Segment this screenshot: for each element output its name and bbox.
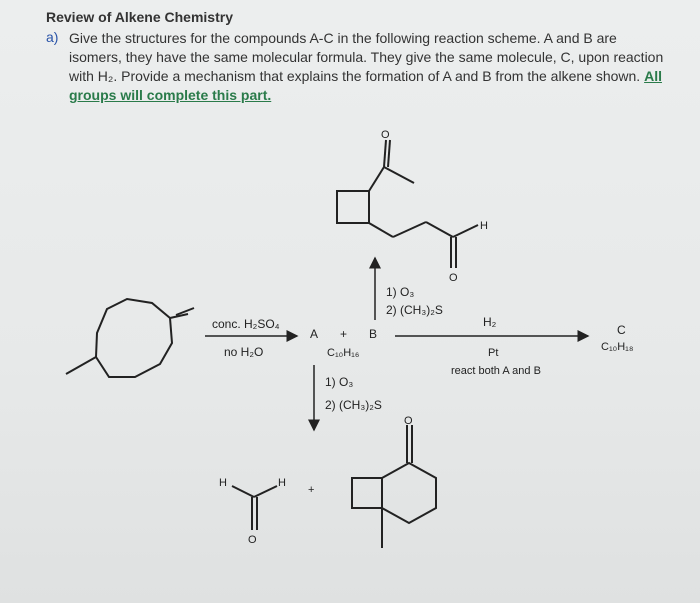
top-ozonolysis-product <box>337 140 478 268</box>
ozonolysis-down-step1: 1) O₃ <box>325 375 354 389</box>
top-aldehyde-oxygen: O <box>449 272 458 284</box>
hydrogenation-note: react both A and B <box>451 365 541 377</box>
hydrogenation-reagent: H₂ <box>483 315 497 329</box>
plus-sign: + <box>340 327 348 341</box>
bottom-dialdehyde-oxygen: O <box>248 534 257 546</box>
bottom-bicyclic-ketone <box>352 425 436 548</box>
question-label: a) <box>46 29 59 45</box>
product-a-label: A <box>310 327 319 341</box>
page-title: Review of Alkene Chemistry <box>46 9 233 25</box>
ab-formula: C₁₀H₁₆ <box>327 347 360 359</box>
hydrogenation-catalyst: Pt <box>488 347 499 359</box>
bottom-right-hydrogen: H <box>278 477 286 489</box>
bottom-left-hydrogen: H <box>219 477 227 489</box>
c-formula: C₁₀H₁₈ <box>601 341 634 353</box>
bottom-dialdehyde-structure <box>232 486 277 530</box>
step1-reagent: conc. H₂SO₄ <box>212 317 280 331</box>
ozonolysis-down-step2: 2) (CH₃)₂S <box>325 398 382 412</box>
starting-alkene-structure <box>66 299 194 377</box>
top-ketone-oxygen: O <box>381 129 390 141</box>
ozonolysis-up-step2: 2) (CH₃)₂S <box>386 303 443 317</box>
ozonolysis-up-step1: 1) O₃ <box>386 285 415 299</box>
bottom-plus-sign: + <box>308 484 315 496</box>
question-emphasis: All groups will complete this part. <box>69 68 662 103</box>
top-aldehyde-hydrogen: H <box>480 220 488 232</box>
question-body: Give the structures for the compounds A-C in the following reaction scheme. A and B are isomers, they have the same molecular formula. They give the same molecule, C, upon reaction with H₂. Provide a mechanism that explains the formation of A and B from the alkene shown. <box>69 30 664 84</box>
product-b-label: B <box>369 327 378 341</box>
step1-condition: no H₂O <box>224 345 264 359</box>
product-c-label: C <box>617 323 626 337</box>
bottom-ketone-oxygen: O <box>404 415 413 427</box>
